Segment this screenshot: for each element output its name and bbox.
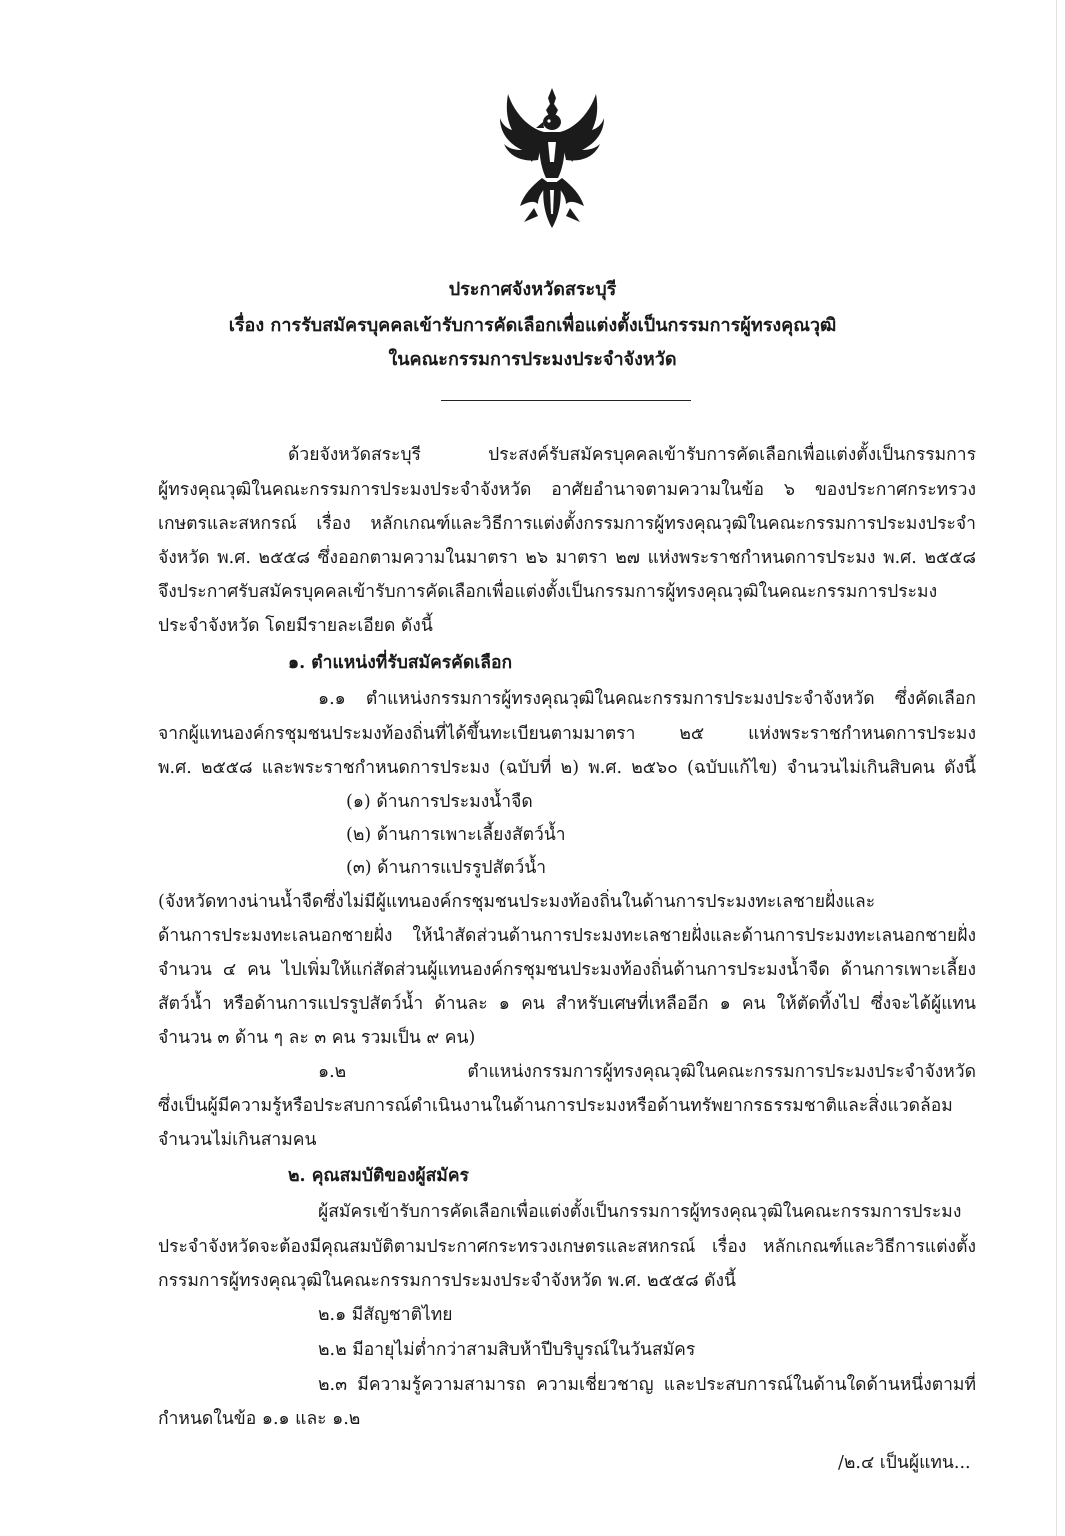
intro-line: จังหวัด พ.ศ. ๒๕๕๘ ซึ่งออกตามความในมาตรา ๒๖ มาตรา ๒๗ แห่งพระราชกำหนดการประมง พ.ศ. ๒๕๕๘: [158, 548, 976, 568]
section-1-1-line: ๑.๑ ตำแหน่งกรรมการผู้ทรงคุณวุฒิในคณะกรรมการประมงประจำจังหวัด ซึ่งคัดเลือก: [318, 689, 976, 709]
list-item: (๓) ด้านการแปรรูปสัตว์น้ำ: [346, 858, 547, 878]
qualification-item: ๒.๓ มีความรู้ความสามารถ ความเชี่ยวชาญ และประสบการณ์ในด้านใดด้านหนึ่งตามที่: [318, 1375, 976, 1395]
qualification-item: กำหนดในข้อ ๑.๑ และ ๑.๒: [158, 1409, 361, 1429]
intro-line: จึงประกาศรับสมัครบุคคลเข้ารับการคัดเลือกเพื่อแต่งตั้งเป็นกรรมการผู้ทรงคุณวุฒิในคณะกรรมการประมง: [158, 582, 938, 602]
section-2-intro-line: ผู้สมัครเข้ารับการคัดเลือกเพื่อแต่งตั้งเป็นกรรมการผู้ทรงคุณวุฒิในคณะกรรมการประมง: [318, 1202, 962, 1222]
list-item: (๒) ด้านการเพาะเลี้ยงสัตว์น้ำ: [346, 825, 566, 845]
note-line: จำนวน ๓ ด้าน ๆ ละ ๓ คน รวมเป็น ๙ คน): [158, 1028, 476, 1048]
announcement-issuer: ประกาศจังหวัดสระบุรี: [448, 279, 617, 300]
section-1-2-line: ๑.๒ ตำแหน่งกรรมการผู้ทรงคุณวุฒิในคณะกรรมการประมงประจำจังหวัด: [318, 1062, 976, 1082]
intro-line: ด้วยจังหวัดสระบุรี ประสงค์รับสมัครบุคคลเข้ารับการคัดเลือกเพื่อแต่งตั้งเป็นกรรมการ: [288, 445, 976, 465]
section-1-heading: ๑. ตำแหน่งที่รับสมัครคัดเลือก: [288, 653, 513, 673]
section-1-1-line: พ.ศ. ๒๕๕๘ และพระราชกำหนดการประมง (ฉบับที่ ๒) พ.ศ. ๒๕๖๐ (ฉบับแก้ไข) จำนวนไม่เกินสิบคน ดังนี้: [158, 758, 976, 778]
section-2-intro-line: ประจำจังหวัดจะต้องมีคุณสมบัติตามประกาศกระทรวงเกษตรและสหกรณ์ เรื่อง หลักเกณฑ์และวิธีการแต่งตั้ง: [158, 1237, 976, 1257]
note-line: (จังหวัดทางน่านน้ำจืดซึ่งไม่มีผู้แทนองค์กรชุมชนประมงท้องถิ่นในด้านการประมงทะเลชายฝั่งและ: [158, 892, 876, 912]
note-line: สัตว์น้ำ หรือด้านการแปรรูปสัตว์น้ำ ด้านละ ๑ คน สำหรับเศษที่เหลืออีก ๑ คน ให้ตัดทิ้งไป ซึ่งจะได้ผู้แทน: [158, 994, 976, 1014]
intro-line: เกษตรและสหกรณ์ เรื่อง หลักเกณฑ์และวิธีการแต่งตั้งกรรมการผู้ทรงคุณวุฒิในคณะกรรมการประมงประจำ: [158, 514, 976, 534]
note-line: ด้านการประมงทะเลนอกชายฝั่ง ให้นำสัดส่วนด้านการประมงทะเลชายฝั่งและด้านการประมงทะเลนอกชายฝั่ง: [158, 926, 976, 946]
section-1-1-line: จากผู้แทนองค์กรชุมชนประมงท้องถิ่นที่ได้ขึ้นทะเบียนตามมาตรา ๒๕ แห่งพระราชกำหนดการประมง: [158, 724, 976, 744]
section-1-2-line: จำนวนไม่เกินสามคน: [158, 1130, 317, 1150]
section-1-2-line: ซึ่งเป็นผู้มีความรู้หรือประสบการณ์ดำเนินงานในด้านการประมงหรือด้านทรัพยากรธรรมชาติและสิ่งแวดล้อม: [158, 1096, 953, 1116]
announcement-subject-cont: ในคณะกรรมการประมงประจำจังหวัด: [388, 349, 677, 370]
announcement-subject: เรื่อง การรับสมัครบุคคลเข้ารับการคัดเลือกเพื่อแต่งตั้งเป็นกรรมการผู้ทรงคุณวุฒิ: [228, 315, 837, 336]
list-item: (๑) ด้านการประมงน้ำจืด: [346, 792, 533, 812]
qualification-item: ๒.๑ มีสัญชาติไทย: [318, 1305, 453, 1325]
section-2-heading: ๒. คุณสมบัติของผู้สมัคร: [288, 1166, 469, 1186]
qualification-item: ๒.๒ มีอายุไม่ต่ำกว่าสามสิบห้าปีบริบูรณ์ในวันสมัคร: [318, 1340, 696, 1360]
note-line: จำนวน ๔ คน ไปเพิ่มให้แก่สัดส่วนผู้แทนองค์กรชุมชนประมงท้องถิ่นด้านการประมงน้ำจืด ด้านการเพาะเลี้ยง: [158, 960, 976, 980]
intro-line: ประจำจังหวัด โดยมีรายละเอียด ดังนี้: [158, 616, 433, 636]
title-divider: [441, 400, 691, 401]
section-2-intro-line: กรรมการผู้ทรงคุณวุฒิในคณะกรรมการประมงประจำจังหวัด พ.ศ. ๒๕๕๘ ดังนี้: [158, 1271, 737, 1291]
intro-line: ผู้ทรงคุณวุฒิในคณะกรรมการประมงประจำจังหวัด อาศัยอำนาจตามความในข้อ ๖ ของประกาศกระทรวง: [158, 480, 976, 500]
continuation-note: /๒.๔ เป็นผู้แทน...: [838, 1453, 971, 1473]
scan-edge: [1056, 0, 1057, 1536]
garuda-emblem-icon: [498, 82, 606, 234]
